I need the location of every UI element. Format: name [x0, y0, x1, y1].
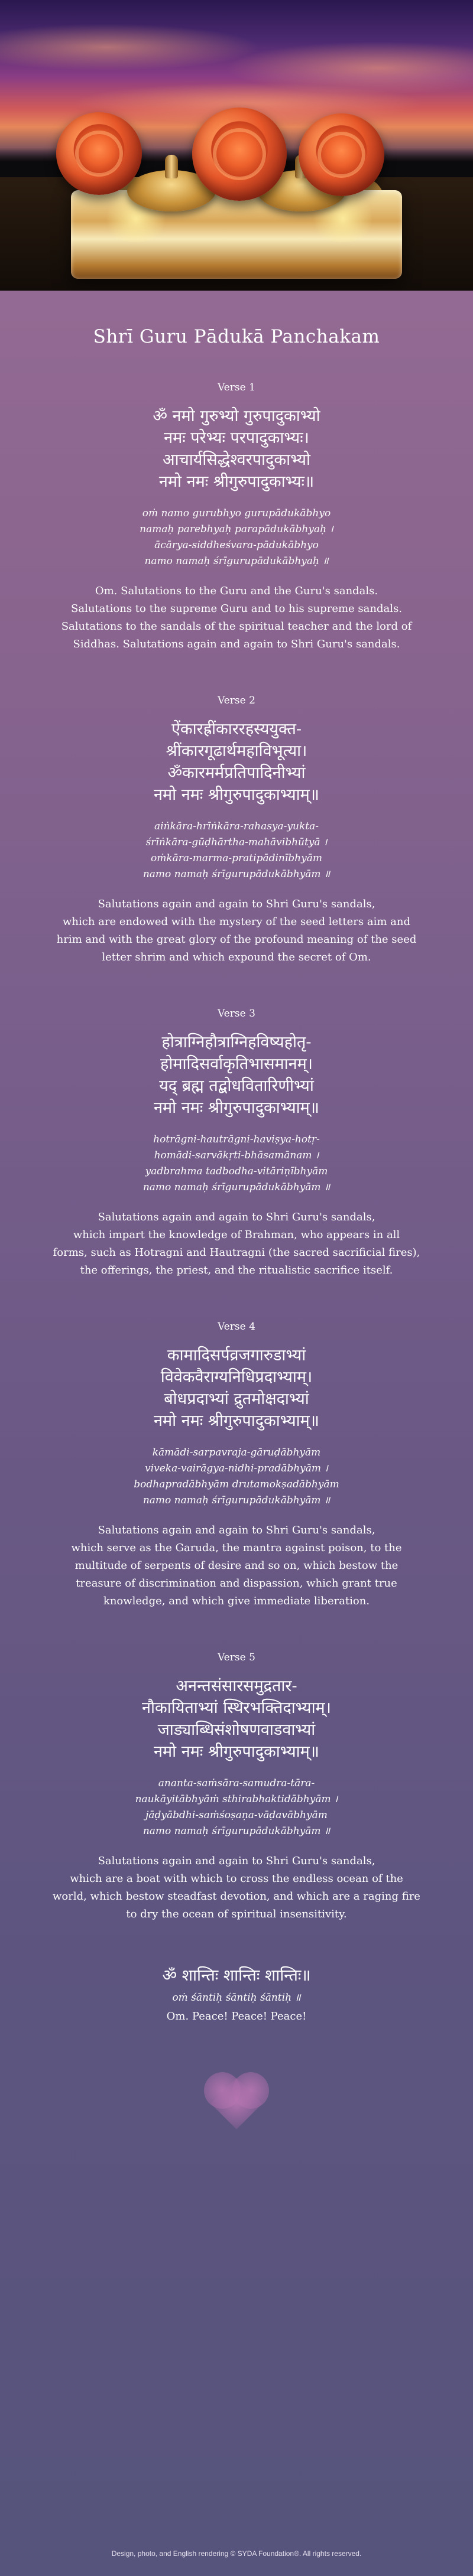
- verse-sanskrit-line: ऐंकारह्रींकाररहस्ययुक्त-: [171, 720, 302, 738]
- verse-translation-line: Siddhas. Salutations again and again to Shri Guru's sandals.: [73, 638, 400, 650]
- verse-transliteration: [0, 819, 473, 882]
- verse-transliteration-line: naukāyitābhyāṁ sthirabhaktidābhyām ।: [135, 1793, 338, 1805]
- verse-2: [0, 695, 473, 966]
- closing-transliteration: oṁ śāntiḥ śāntiḥ śāntiḥ ॥: [172, 1992, 301, 2004]
- verse-transliteration-line: bodhapradābhyām drutamokṣadābhyām: [134, 1478, 339, 1490]
- verse-translation-line: Salutations again and again to Shri Guru's sandals,: [98, 1524, 375, 1536]
- verse-translation: [35, 1209, 438, 1279]
- verse-transliteration: [0, 1132, 473, 1196]
- verse-translation-line: Salutations again and again to Shri Guru's sandals,: [98, 1855, 375, 1867]
- verse-translation-line: Salutations again and again to Shri Guru's sandals,: [98, 898, 375, 910]
- verse-sanskrit-line: ॐकारमर्मप्रतिपादिनीभ्यां: [167, 764, 306, 782]
- verse-transliteration-line: namo namaḥ śrīgurupādukābhyaḥ ॥: [144, 555, 329, 567]
- verse-sanskrit: [0, 1031, 473, 1119]
- verse-translation-line: Salutations to the supreme Guru and to his supreme sandals.: [71, 603, 402, 615]
- verse-sanskrit-line: यद् ब्रह्म तद्बोधवितारिणीभ्यां: [159, 1077, 314, 1095]
- verse-label: Verse 3: [218, 1008, 255, 1020]
- verse-transliteration-line: oṁkāra-marma-pratipādinībhyām: [150, 852, 322, 864]
- verse-transliteration-line: namo namaḥ śrīgurupādukābhyām ॥: [142, 868, 331, 880]
- closing: [0, 1965, 473, 2025]
- heart-icon: [204, 2072, 269, 2131]
- verse-label: Verse 4: [218, 1321, 255, 1333]
- verse-sanskrit-line: नमो नमः श्रीगुरुपादुकाभ्याम्॥: [154, 1743, 319, 1761]
- verse-transliteration-line: viveka-vairāgya-nidhi-pradābhyām ।: [145, 1463, 328, 1474]
- verse-label: Verse 1: [218, 382, 255, 393]
- rose-left: [56, 112, 142, 195]
- verse-sanskrit-line: विवेकवैराग्यनिधिप्रदाभ्याम्।: [160, 1368, 313, 1386]
- verse-translation-line: to dry the ocean of spiritual insensitivity.: [126, 1908, 347, 1920]
- verse-transliteration-line: kāmādi-sarpavraja-gāruḍābhyām: [152, 1447, 321, 1458]
- verse-translation-line: letter shrim and which expound the secret of Om.: [102, 951, 371, 963]
- verse-translation-line: treasure of discrimination and dispassion, which grant true: [76, 1577, 397, 1590]
- verse-translation-line: which serve as the Garuda, the mantra against poison, to the: [71, 1542, 402, 1554]
- verse-translation-line: forms, such as Hotragni and Hautragni (the sacred sacrificial fires),: [53, 1246, 420, 1259]
- rose-right: [299, 113, 384, 196]
- verse-4: [0, 1321, 473, 1610]
- verse-sanskrit-line: श्रींकारगूढार्थमहाविभूत्या।: [166, 742, 307, 760]
- verse-translation-line: which are endowed with the mystery of the seed letters aim and: [63, 916, 410, 928]
- verse-transliteration: [0, 506, 473, 569]
- closing-sanskrit: ॐ शान्तिः शान्तिः शान्तिः॥: [162, 1966, 311, 1985]
- verse-translation-line: which are a boat with which to cross the endless ocean of the: [70, 1872, 403, 1885]
- verse-sanskrit-line: होमादिसर्वाकृतिभासमानम्।: [160, 1055, 313, 1073]
- verse-transliteration-line: hotrāgni-hautrāgni-haviṣya-hotṛ-: [153, 1134, 320, 1145]
- verse-translation-line: Salutations again and again to Shri Guru's sandals,: [98, 1211, 375, 1223]
- verse-sanskrit-line: बोधप्रदाभ्यां द्रुतमोक्षदाभ्यां: [164, 1390, 309, 1408]
- verse-sanskrit-line: नौकायिताभ्यां स्थिरभक्तिदाभ्याम्।: [142, 1699, 331, 1717]
- closing-english: Om. Peace! Peace! Peace!: [166, 2010, 307, 2023]
- verse-translation: [35, 1522, 438, 1610]
- content: [0, 326, 473, 2131]
- verse-transliteration-line: jāḍyābdhi-saṁśoṣaṇa-vāḍavābhyām: [145, 1809, 328, 1821]
- verse-3: [0, 1008, 473, 1279]
- verse-translation-line: world, which bestow steadfast devotion, and which are a raging fire: [53, 1890, 420, 1903]
- verse-transliteration: [0, 1445, 473, 1509]
- verse-transliteration-line: aiṅkāra-hrīṅkāra-rahasya-yukta-: [154, 820, 319, 832]
- verse-sanskrit-line: नमः परेभ्यः परपादुकाभ्यः।: [164, 429, 309, 447]
- page-title: Shrī Guru Pādukā Panchakam: [93, 326, 380, 347]
- verse-transliteration-line: yadbrahma tadbodha-vitāriṇībhyām: [145, 1165, 328, 1177]
- verse-translation-line: Om. Salutations to the Guru and the Guru's sandals.: [95, 585, 378, 597]
- verse-sanskrit: [0, 405, 473, 493]
- verse-sanskrit-line: ॐ नमो गुरुभ्यो गुरुपादुकाभ्यो: [153, 407, 320, 425]
- verse-sanskrit: [0, 1675, 473, 1763]
- verse-transliteration-line: ācārya-siddheśvara-pādukābhyo: [154, 539, 319, 551]
- verse-transliteration-line: namaḥ parebhyaḥ parapādukābhyaḥ ।: [140, 523, 333, 535]
- verse-sanskrit-line: नमो नमः श्रीगुरुपादुकाभ्याम्॥: [154, 1099, 319, 1117]
- verse-sanskrit: [0, 718, 473, 806]
- verse-transliteration-line: namo namaḥ śrīgurupādukābhyām ॥: [142, 1825, 331, 1837]
- verse-translation-line: Salutations to the sandals of the spiritual teacher and the lord of: [61, 620, 412, 633]
- verses: [0, 382, 473, 1923]
- verse-sanskrit: [0, 1344, 473, 1432]
- verse-translation: [35, 1852, 438, 1923]
- verse-sanskrit-line: नमो नमः श्रीगुरुपादुकाभ्यः॥: [158, 473, 315, 491]
- verse-translation-line: which impart the knowledge of Brahman, who appears in all: [73, 1229, 400, 1241]
- verse-sanskrit-line: आचार्यसिद्धेश्वरपादुकाभ्यो: [162, 451, 311, 469]
- verse-transliteration-line: namo namaḥ śrīgurupādukābhyām ॥: [142, 1494, 331, 1506]
- rose-center: [192, 108, 287, 201]
- verse-sanskrit-line: नमो नमः श्रीगुरुपादुकाभ्याम्॥: [154, 786, 319, 804]
- verse-transliteration-line: śrīṅkāra-gūḍhārtha-mahāvibhūtyā ।: [145, 836, 328, 848]
- verse-label: Verse 5: [218, 1652, 255, 1663]
- verse-translation: [35, 582, 438, 653]
- verse-translation-line: multitude of serpents of desire and so on, which bestow the: [74, 1559, 399, 1572]
- hero-image: [0, 0, 473, 291]
- footer-copyright: Design, photo, and English rendering © SYDA Foundation®. All rights reserved.: [111, 2549, 362, 2558]
- verse-1: [0, 382, 473, 653]
- verse-translation-line: the offerings, the priest, and the ritualistic sacrifice itself.: [80, 1264, 393, 1276]
- verse-translation: [35, 895, 438, 966]
- verse-transliteration: [0, 1776, 473, 1839]
- verse-sanskrit-line: कामादिसर्पव्रजगारुडाभ्यां: [167, 1346, 306, 1364]
- verse-transliteration-line: homādi-sarvākṛti-bhāsamānam ।: [154, 1149, 319, 1161]
- verse-translation-line: hrim and with the great glory of the profound meaning of the seed: [56, 933, 417, 946]
- verse-transliteration-line: ananta-saṁsāra-samudra-tāra-: [158, 1777, 315, 1789]
- verse-transliteration-line: namo namaḥ śrīgurupādukābhyām ॥: [142, 1181, 331, 1193]
- verse-translation-line: knowledge, and which give immediate liberation.: [103, 1595, 370, 1607]
- verse-sanskrit-line: जाड्याब्धिसंशोषणवाडवाभ्यां: [157, 1721, 316, 1739]
- verse-sanskrit-line: अनन्तसंसारसमुद्रतार-: [176, 1677, 297, 1695]
- verse-transliteration-line: oṁ namo gurubhyo gurupādukābhyo: [142, 507, 331, 519]
- verse-sanskrit-line: होत्राग्निहौत्राग्निहविष्यहोतृ-: [161, 1033, 312, 1051]
- verse-label: Verse 2: [218, 695, 255, 706]
- verse-5: [0, 1652, 473, 1923]
- verse-sanskrit-line: नमो नमः श्रीगुरुपादुकाभ्याम्॥: [154, 1412, 319, 1430]
